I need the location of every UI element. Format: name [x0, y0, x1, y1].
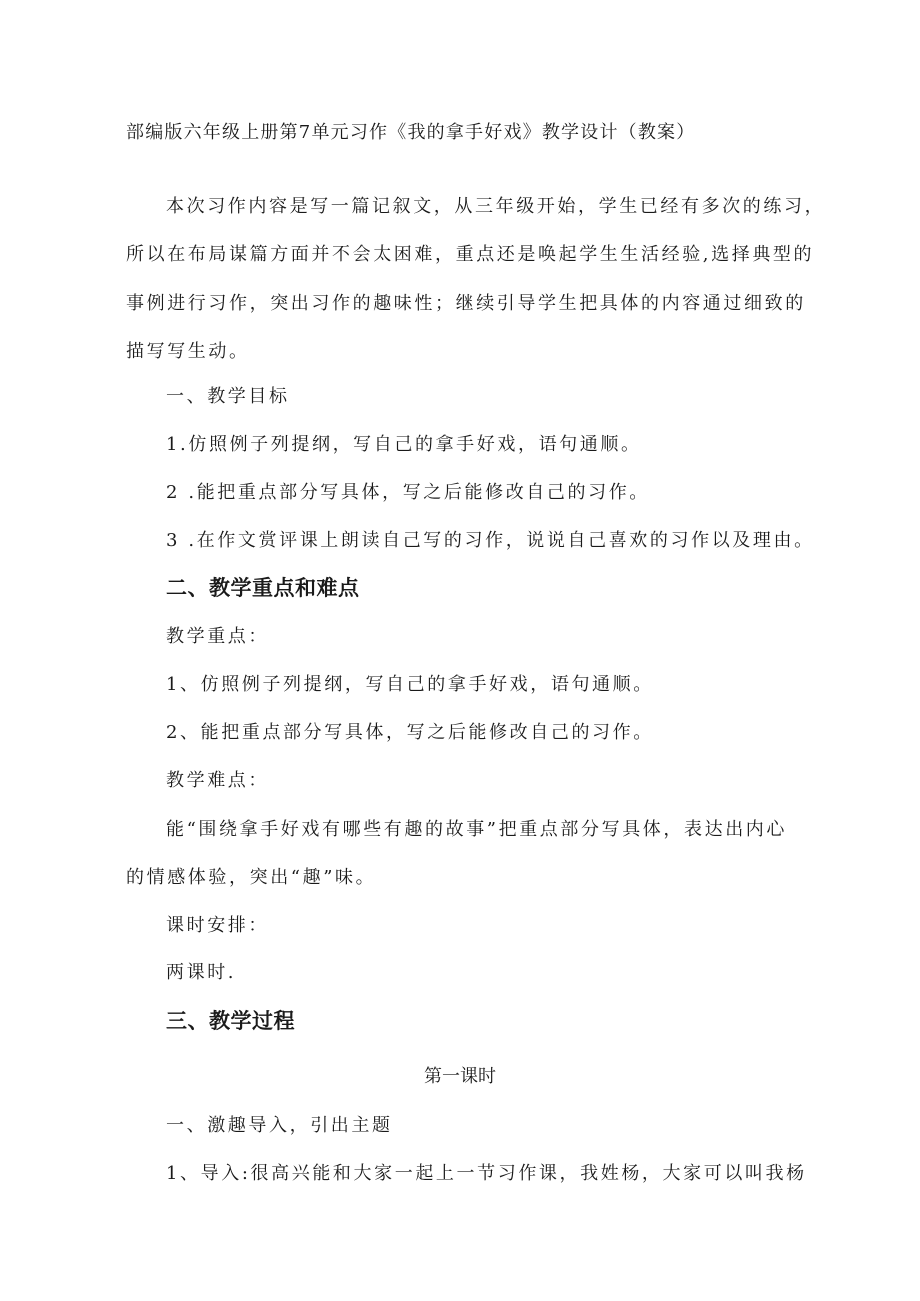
section3-heading: 三、教学过程	[166, 1009, 295, 1033]
intro-line-1: 本次习作内容是写一篇记叙文，从三年级开始，学生已经有多次的练习，	[166, 196, 826, 217]
schedule-value: 两课时.	[166, 962, 237, 983]
step-line-1: 1、导入:很高兴能和大家一起上一节习作课，我姓杨，大家可以叫我杨	[166, 1163, 807, 1184]
difficulty-label: 教学难点：	[166, 770, 269, 791]
intro-line-2: 所以在布局谋篇方面并不会太困难，重点还是唤起学生生活经验,选择典型的	[126, 244, 815, 265]
lesson-title: 第一课时	[424, 1066, 496, 1087]
section2-heading: 二、教学重点和难点	[166, 576, 360, 600]
key-point-1: 1、仿照例子列提纲，写自己的拿手好戏，语句通顺。	[166, 674, 654, 695]
document-title: 部编版六年级上册第7单元习作《我的拿手好戏》教学设计（教案）	[126, 122, 696, 143]
objective-item-3: 3 .在作文赏评课上朗读自己写的习作，说说自己喜欢的习作以及理由。	[166, 530, 815, 551]
objective-item-2: 2 .能把重点部分写具体，写之后能修改自己的习作。	[166, 482, 650, 503]
key-point-2: 2、能把重点部分写具体，写之后能修改自己的习作。	[166, 722, 654, 743]
difficulty-line-2: 的情感体验，突出“趣”味。	[126, 867, 377, 888]
difficulty-line-1: 能“围绕拿手好戏有哪些有趣的故事”把重点部分写具体，表达出内心	[166, 819, 788, 840]
section1-heading: 一、教学目标	[166, 386, 290, 407]
intro-line-3: 事例进行习作，突出习作的趣味性；继续引导学生把具体的内容通过细致的	[126, 293, 806, 314]
key-points-label: 教学重点：	[166, 626, 269, 647]
schedule-label: 课时安排：	[166, 915, 269, 936]
objective-item-1: 1.仿照例子列提纲，写自己的拿手好戏，语句通顺。	[166, 434, 642, 455]
step-heading: 一、激趣导入，引出主题	[166, 1115, 393, 1136]
intro-line-4: 描写写生动。	[126, 341, 250, 362]
